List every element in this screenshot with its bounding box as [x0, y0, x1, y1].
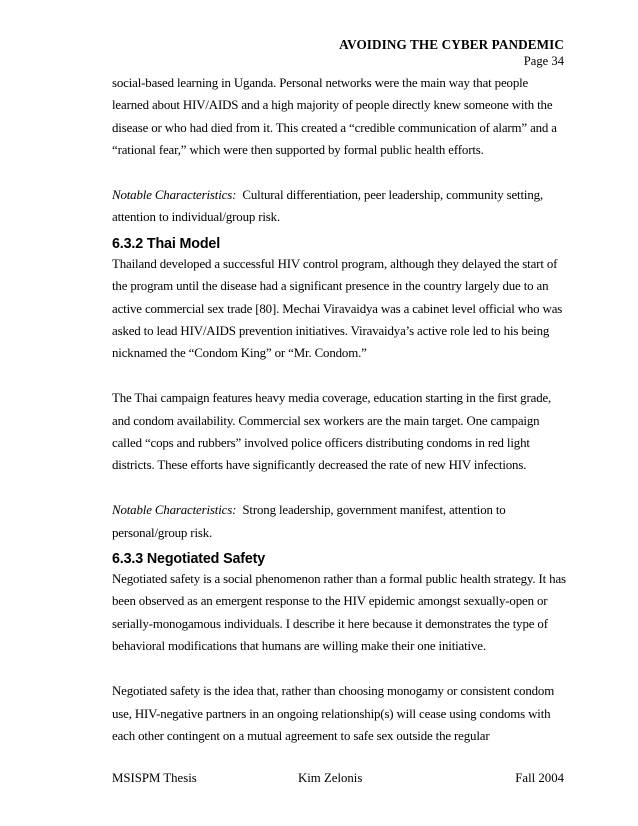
section-heading-negotiated-safety: 6.3.3 Negotiated Safety: [112, 551, 266, 568]
paragraph-uganda-continued: social-based learning in Uganda. Personal networks were the main way that people learned about HIV/AIDS and a high majority of people directly knew someone with the disease or who had died from it. This created a “credible communication of alarm” and a “rational fear,” which were then supported by formal public health efforts.: [112, 76, 557, 158]
running-header: [339, 36, 564, 70]
body-text: [112, 72, 567, 747]
notable-label: Notable Characteristics:: [112, 503, 237, 518]
notable-characteristics-thai: [112, 499, 567, 544]
footer-right: Fall 2004: [515, 771, 564, 785]
notable-characteristics-uganda: [112, 184, 567, 229]
footer-center: Kim Zelonis: [298, 771, 363, 785]
paragraph-thai-intro: Thailand developed a successful HIV control program, although they delayed the start of the program until the disease had a significant presence in the country largely due to an active commercial sex trade [80]. Mechai Viravaidya was a cabinet level official who was asked to lead HIV/AIDS prevention initiatives. Viravaidya’s active role led to his being nicknamed the “Condom King” or “Mr. Condom.”: [112, 256, 563, 361]
paragraph-thai-campaign: The Thai campaign features heavy media coverage, education starting in the first grade, and condom availability. Commercial sex workers are the main target. One campaign called “cops and rubbers” involved police officers distributing condoms in red light districts. These efforts have significantly decreased the rate of new HIV infections.: [112, 391, 552, 473]
notable-text: Cultural differentiation, peer leadership, community setting, attention to individual/group risk.: [112, 188, 544, 225]
paragraph-negotiated-safety-intro: Negotiated safety is a social phenomenon rather than a formal public health strategy. It has been observed as an emergent response to the HIV epidemic amongst sexually-open or serially-monogamous individuals. I describe it here because it demonstrates the type of behavioral modifications that humans are willing make their one initiative.: [112, 572, 566, 654]
header-title: AVOIDING THE CYBER PANDEMIC: [339, 37, 564, 52]
notable-text: Strong leadership, government manifest, attention to personal/group risk.: [112, 503, 506, 540]
page-number: Page 34: [523, 54, 564, 68]
notable-label: Notable Characteristics:: [112, 188, 237, 203]
section-heading-thai-model: 6.3.2 Thai Model: [112, 235, 221, 252]
paragraph-negotiated-safety-definition: Negotiated safety is the idea that, rather than choosing monogamy or consistent condom use, HIV-negative partners in an ongoing relationship(s) will cease using condoms with each other contingent on a mutual agreement to safe sex outside the regular: [112, 684, 555, 743]
footer-left: MSISPM Thesis: [112, 771, 197, 785]
